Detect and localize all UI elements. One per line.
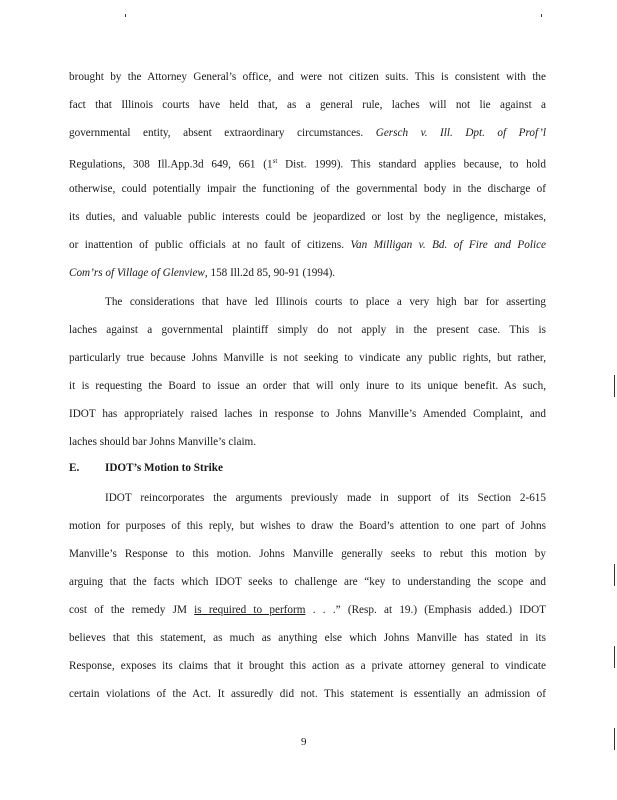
para1-line-8: [69, 266, 546, 280]
para1-line-2: fact that Illinois courts have held that, as a general rule, laches will not lie against a: [69, 99, 546, 111]
scan-speck-top-right: [541, 14, 542, 17]
para3-line-4: arguing that the facts which IDOT seeks to challenge are “key to understanding the scope and: [69, 576, 546, 588]
para2-line-6: laches should bar Johns Manville’s claim.: [69, 436, 257, 448]
para3-line-2: motion for purposes of this reply, but wishes to draw the Board’s attention to one part of Johns: [69, 520, 546, 532]
para1-line-3-text: governmental entity, absent extraordinary circumstances.: [69, 127, 376, 139]
margin-bar-2: [614, 564, 615, 586]
margin-bar-1: [614, 375, 615, 397]
para1-line-1: brought by the Attorney General’s office, and were not citizen suits. This is consistent with the: [69, 71, 546, 83]
section-letter: E.: [69, 462, 80, 474]
para2-line-4: it is requesting the Board to issue an order that will only inure to its unique benefit. As such,: [69, 380, 546, 392]
para3-line-7: Response, exposes its claims that it brought this action as a private attorney general to vindicate: [69, 660, 546, 672]
para2-line-1: The considerations that have led Illinois courts to place a very high bar for asserting: [105, 296, 546, 308]
section-title: IDOT’s Motion to Strike: [105, 462, 223, 474]
para2-line-3: particularly true because Johns Manville is not seeking to vindicate any public rights, but rather,: [69, 352, 546, 364]
para3-line-5: [69, 603, 546, 617]
para1-line-8-text: , 158 Ill.2d 85, 90-91 (1994).: [204, 267, 336, 279]
underlined-emphasis: is required to perform: [194, 604, 306, 616]
margin-bar-4: [614, 728, 615, 750]
para1-line-7: [69, 238, 546, 252]
para2-line-2: laches against a governmental plaintiff simply do not apply in the present case. This is: [69, 324, 546, 336]
para1-line-4-rest: Dist. 1999). This standard applies because, to hold: [277, 158, 546, 171]
page-number: 9: [301, 736, 307, 748]
para2-line-5: IDOT has appropriately raised laches in response to Johns Manville’s Amended Complaint, and: [69, 408, 546, 420]
ordinal-superscript: st: [272, 157, 278, 165]
case-citation-gersch: Gersch v. Ill. Dpt. of Prof’l: [375, 127, 546, 139]
para1-line-3: [69, 126, 546, 140]
margin-bar-3: [614, 646, 615, 668]
para3-line-3: Manville’s Response to this motion. Johns Manville generally seeks to rebut this motion by: [69, 548, 546, 560]
para1-line-5: otherwise, could potentially impair the functioning of the governmental body in the discharge of: [69, 183, 546, 195]
case-citation-van-milligan: Van Milligan v. Bd. of Fire and Police: [350, 239, 547, 251]
para1-line-7-text: or inattention of public officials at no fault of citizens.: [69, 239, 351, 251]
para3-line-5-text: cost of the remedy JM: [69, 604, 195, 616]
para1-line-4-text: Regulations, 308 Ill.App.3d 649, 661 (1: [69, 158, 273, 171]
para3-line-6: believes that this statement, as much as anything else which Johns Manville has stated in its: [69, 632, 546, 644]
case-citation-glenview: Com’rs of Village of Glenview: [69, 267, 205, 279]
para3-line-8: certain violations of the Act. It assuredly did not. This statement is essentially an admission of: [69, 688, 546, 700]
para1-line-6: its duties, and valuable public interests could be jeopardized or lost by the negligence, mistakes,: [69, 211, 546, 223]
para3-line-1: IDOT reincorporates the arguments previously made in support of its Section 2-615: [105, 492, 546, 504]
para1-line-4: [69, 154, 546, 172]
scan-speck-top-left: [125, 14, 126, 17]
para3-line-5-rest: . . .” (Resp. at 19.) (Emphasis added.) IDOT: [305, 604, 547, 616]
